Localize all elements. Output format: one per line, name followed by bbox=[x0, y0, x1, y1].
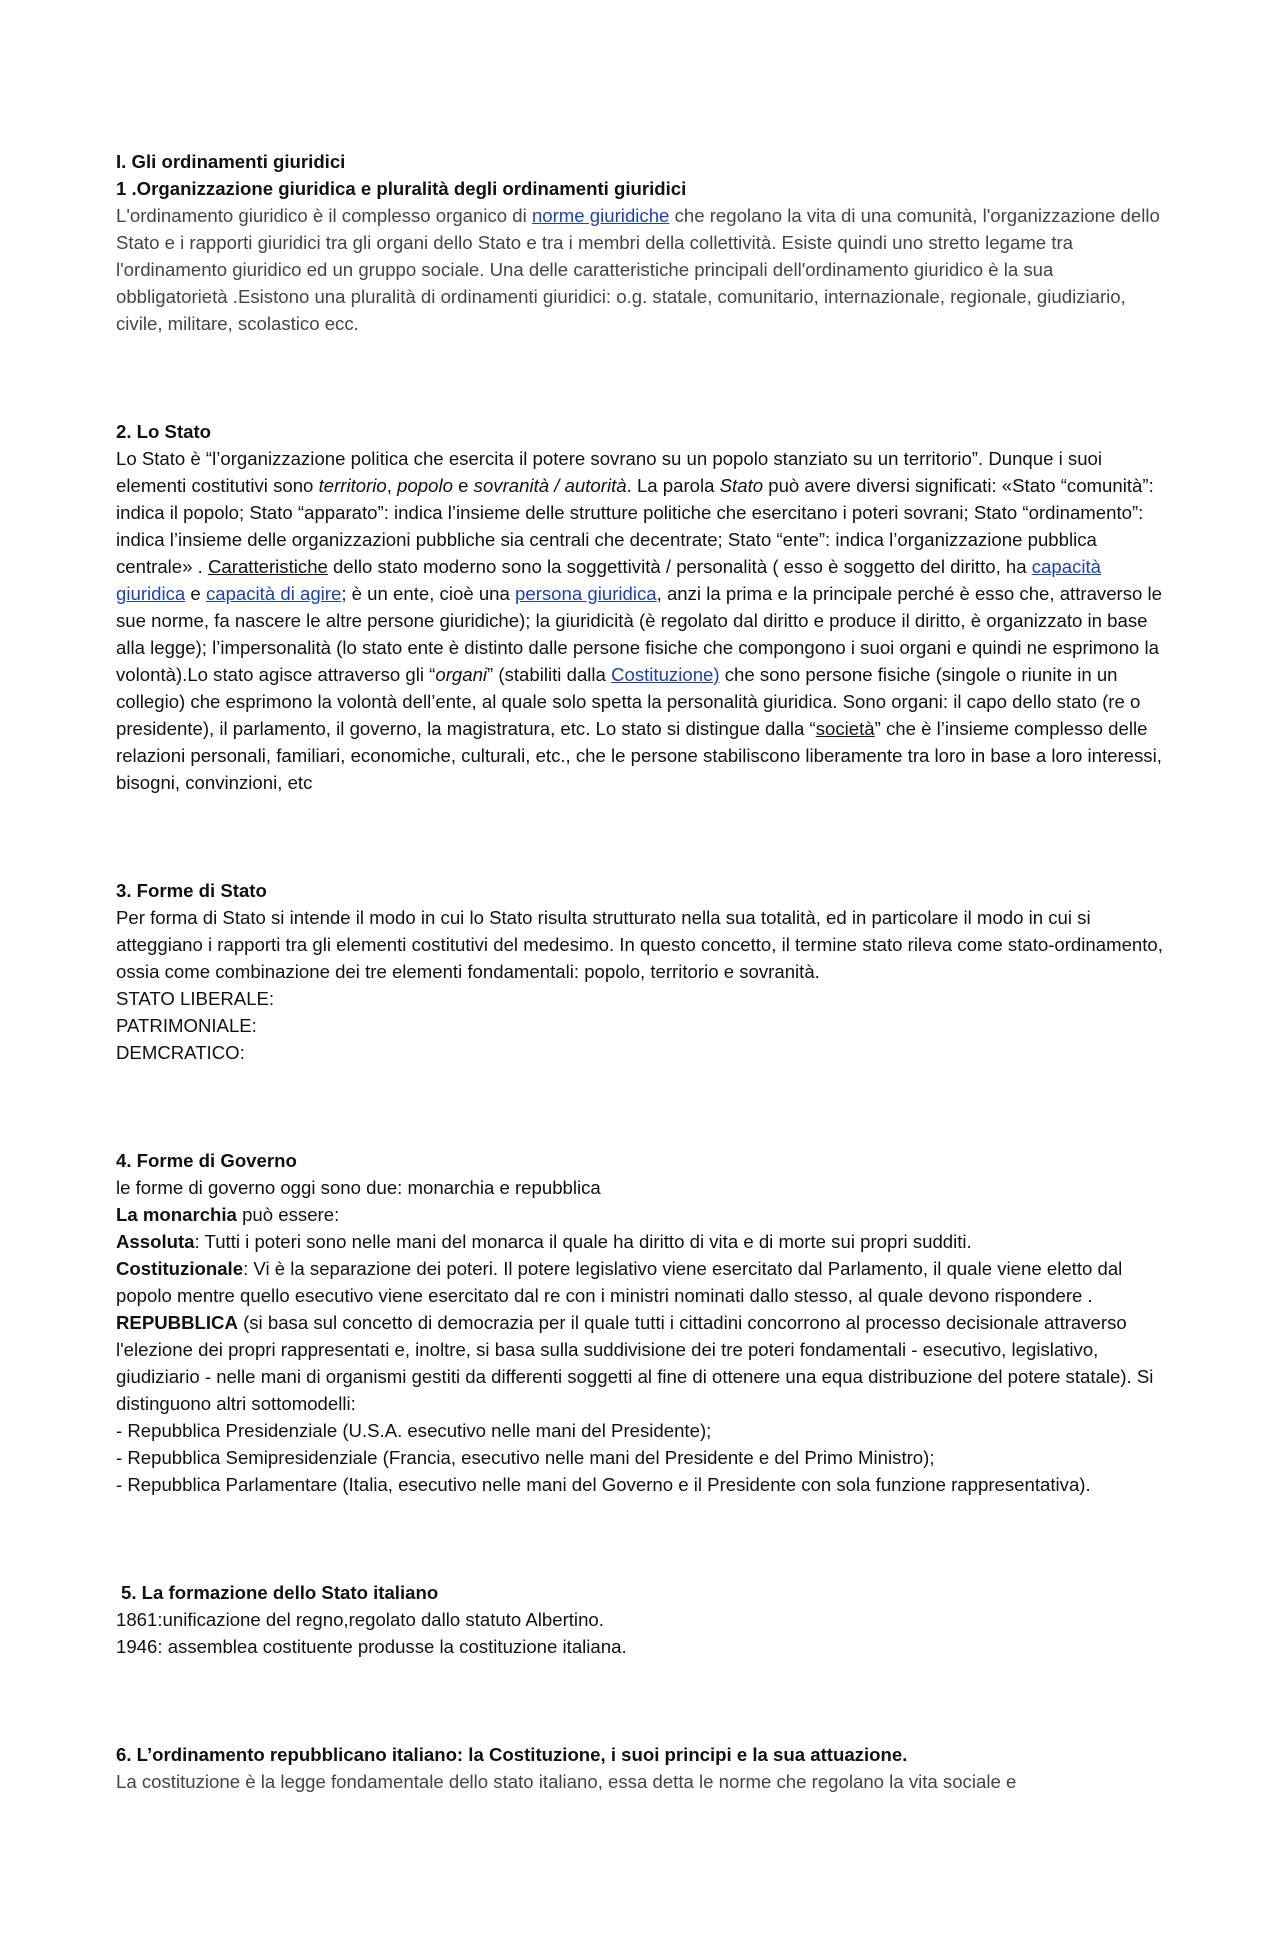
text-run: : Vi è la separazione dei poteri. Il potere legislativo viene esercitato dal Parlamento, il quale viene eletto dal popolo mentre quello esecutivo viene esercitato dal re con i ministri nominati dallo stesso, al quale devono rispondere . bbox=[116, 1258, 1123, 1306]
bold-run: REPUBBLICA bbox=[116, 1312, 238, 1333]
section-title-3: 3. Forme di Stato bbox=[116, 880, 267, 901]
text-run: può essere: bbox=[236, 1204, 340, 1225]
text-run: , anzi la prima e la principale perché è esso che, attraverso le sue norme, fa nascere le altre persone giuridiche); la giuridicità (è regolato dal diritto e produce il diritto, è organizzato in base alla legge); l’impersonalità (lo stato ente è distinto dalle persone fisiche che compongono i suoi organi e quindi ne esprimono la volontà).Lo stato agisce attraverso gli “ bbox=[116, 583, 1163, 685]
italic-run: sovranità / autorità bbox=[473, 475, 627, 496]
text-run: ” (stabiliti dalla bbox=[487, 664, 612, 685]
link-capacita-di-agire[interactable]: capacità di agire bbox=[205, 583, 342, 604]
list-line: 1946: assemblea costituente produsse la costituzione italiana. bbox=[116, 1636, 627, 1657]
italic-run: popolo bbox=[397, 475, 453, 496]
italic-run: Stato bbox=[719, 475, 764, 496]
bold-run: La monarchia bbox=[116, 1204, 237, 1225]
italic-run: organi bbox=[435, 664, 488, 685]
list-line: - Repubblica Presidenziale (U.S.A. esecutivo nelle mani del Presidente); bbox=[116, 1420, 712, 1441]
text-run: che regolano la vita di una comunità, l'organizzazione dello Stato e i rapporti giuridici tra gli organi dello Stato e tra i membri della collettività. Esiste quindi uno stretto legame tra l'ordinamento giuridico ed un gruppo sociale. Una delle caratteristiche principali dell'ordinamento giuridico è la sua obbligatorietà .Esistono una pluralità di ordinamenti giuridici: o.g. statale, comunitario, internazionale, regionale, giudiziario, civile, militare, scolastico ecc. bbox=[116, 205, 1160, 334]
section-6-body: La costituzione è la legge fondamentale dello stato italiano, essa detta le norme che regolano la vita sociale e bbox=[116, 1771, 1017, 1792]
text-run: (si basa sul concetto di democrazia per il quale tutti i cittadini concorrono al processo decisionale attraverso l'elezione dei propri rappresentati e, inoltre, si basa sulla suddivisione dei tre poteri fondamentali - esecutivo, legislativo, giudiziario - nelle mani di organismi gestiti da differenti soggetti al fine di ottenere una equa distribuzione del potere statale). Si distinguono altri sottomodelli: bbox=[116, 1312, 1154, 1414]
list-line: - Repubblica Semipresidenziale (Francia, esecutivo nelle mani del Presidente e del Primo Ministro); bbox=[116, 1447, 935, 1468]
text-run: e bbox=[185, 583, 206, 604]
list-line: STATO LIBERALE: bbox=[116, 988, 275, 1009]
text-run: che sono persone fisiche (singole o riunite in un collegio) che esprimono la volontà dell’ente, al quale solo spetta la personalità giuridica. Sono organi: il capo dello stato (re o presidente), il parlamento, il governo, la magistratura, etc. Lo stato si distingue dalla “ bbox=[116, 664, 1141, 739]
list-line: - Repubblica Parlamentare (Italia, esecutivo nelle mani del Governo e il Presidente con sola funzione rappresentativa). bbox=[116, 1474, 1091, 1495]
section-title-2: 2. Lo Stato bbox=[116, 421, 212, 442]
text-run: Lo Stato è “l’organizzazione politica che esercita il potere sovrano su un popolo stanziato su un territorio”. Dunque i suoi elementi costitutivi sono bbox=[116, 448, 1103, 496]
text-run: e bbox=[452, 475, 474, 496]
underlined-run: società bbox=[815, 718, 875, 739]
section-4-intro: le forme di governo oggi sono due: monarchia e repubblica bbox=[116, 1177, 601, 1198]
section-title-6: 6. L’ordinamento repubblicano italiano: la Costituzione, i suoi principi e la sua attuazione. bbox=[116, 1744, 908, 1765]
text-run: L'ordinamento giuridico è il complesso organico di bbox=[116, 205, 532, 226]
bold-run: Assoluta bbox=[116, 1231, 195, 1252]
costituzionale-line bbox=[116, 1255, 1166, 1309]
text-run: : Tutti i poteri sono nelle mani del monarca il quale ha diritto di vita e di morte sui propri sudditi. bbox=[194, 1231, 972, 1252]
document-content bbox=[116, 148, 1166, 1795]
section-forme-di-governo bbox=[116, 1147, 1166, 1498]
link-costituzione[interactable]: Costituzione) bbox=[611, 664, 720, 685]
section-lo-stato bbox=[116, 418, 1166, 796]
section-title-1: 1 .Organizzazione giuridica e pluralità degli ordinamenti giuridici bbox=[116, 178, 687, 199]
text-run: . La parola bbox=[626, 475, 720, 496]
assoluta-line bbox=[116, 1228, 1166, 1255]
bold-run: Costituzionale bbox=[116, 1258, 244, 1279]
text-run: ; è un ente, cioè una bbox=[341, 583, 516, 604]
section-title-5: 5. La formazione dello Stato italiano bbox=[121, 1582, 439, 1603]
text-run: può avere diversi significati: «Stato “comunità”: indica il popolo; Stato “apparato”: indica l’insieme delle strutture politiche che esercitano i poteri sovrani; Stato “ordinamento”: indica l’insieme delle organizzazioni pubbliche sia centrali che decentrate; Stato “ente”: indica l’organizzazione pubblica centrale» . bbox=[116, 475, 1154, 577]
monarchia-line bbox=[116, 1201, 1166, 1228]
link-norme-giuridiche[interactable]: norme giuridiche bbox=[531, 205, 670, 226]
link-persona-giuridica[interactable]: persona giuridica bbox=[515, 583, 657, 604]
section-formazione-stato-italiano bbox=[116, 1579, 1166, 1660]
section-1-body bbox=[116, 202, 1166, 337]
list-line: 1861:unificazione del regno,regolato dallo statuto Albertino. bbox=[116, 1609, 604, 1630]
text-run: dello stato moderno sono la soggettività / personalità ( esso è soggetto del diritto, ha bbox=[327, 556, 1032, 577]
link-capacita-giuridica[interactable]: capacità giuridica bbox=[116, 556, 1102, 604]
repubblica-line bbox=[116, 1309, 1166, 1417]
section-title-4: 4. Forme di Governo bbox=[116, 1150, 297, 1171]
chapter-title: I. Gli ordinamenti giuridici bbox=[116, 151, 346, 172]
section-forme-di-stato bbox=[116, 877, 1166, 1066]
section-ordinamenti bbox=[116, 148, 1166, 337]
section-3-body: Per forma di Stato si intende il modo in cui lo Stato risulta strutturato nella sua totalità, ed in particolare il modo in cui si atteggiano i rapporti tra gli elementi costitutivi del medesimo. In questo concetto, il termine stato rileva come stato-ordinamento, ossia come combinazione dei tre elementi fondamentali: popolo, territorio e sovranità. bbox=[116, 907, 1163, 982]
underlined-run: Caratteristiche bbox=[208, 556, 328, 577]
list-line: DEMCRATICO: bbox=[116, 1042, 245, 1063]
section-2-body bbox=[116, 445, 1166, 796]
text-run: ” che è l’insieme complesso delle relazioni personali, familiari, economiche, culturali, etc., che le persone stabiliscono liberamente tra loro in base a loro interessi, bisogni, convinzioni, etc bbox=[116, 718, 1162, 793]
italic-run: territorio bbox=[318, 475, 387, 496]
list-line: PATRIMONIALE: bbox=[116, 1015, 257, 1036]
section-ordinamento-repubblicano bbox=[116, 1741, 1166, 1795]
text-run: , bbox=[386, 475, 398, 496]
